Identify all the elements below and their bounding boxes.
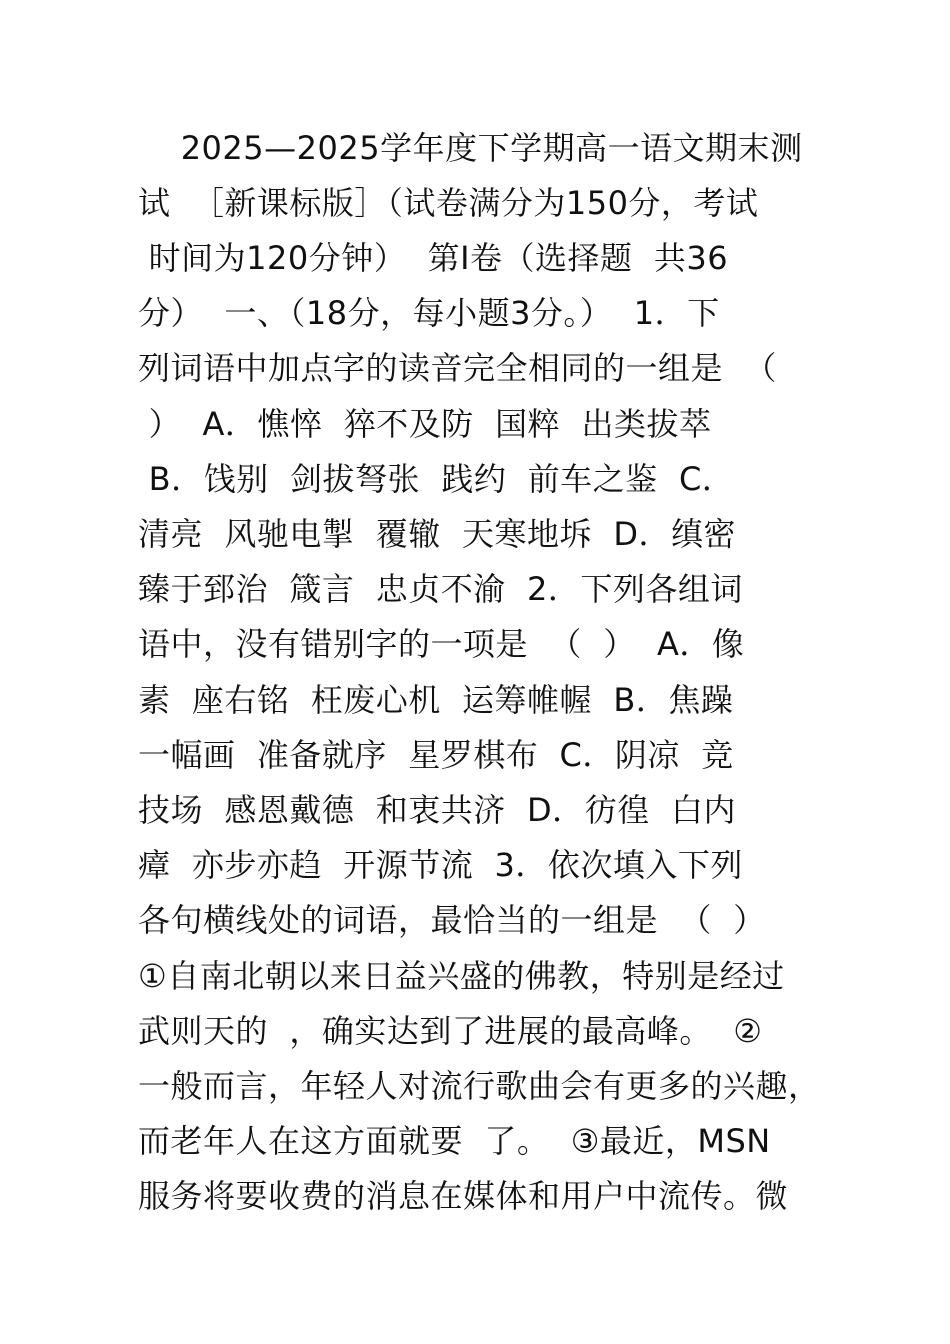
text-line: ①自南北朝以来日益兴盛的佛教，特别是经过 — [138, 957, 785, 995]
text-line: 一般而言，年轻人对流行歌曲会有更多的兴趣， — [138, 1067, 821, 1105]
text-line: 瘴 亦步亦趋 开源节流 3．依次填入下列 — [138, 846, 743, 884]
text-line: 2025—2025学年度下学期高一语文期末测 — [138, 129, 803, 167]
text-line: B．饯别 剑拔弩张 践约 前车之鉴 C． — [138, 460, 735, 498]
text-line: 语中，没有错别字的一项是 （ ） A．像 — [138, 625, 745, 663]
text-line: 各句横线处的词语，最恰当的一组是 （ ） — [138, 901, 766, 939]
text-line: 臻于郅治 箴言 忠贞不渝 2．下列各组词 — [138, 570, 743, 608]
text-line: 列词语中加点字的读音完全相同的一组是 （ — [138, 349, 777, 387]
text-line: 清亮 风驰电掣 覆辙 天寒地坼 D．缜密 — [138, 515, 737, 553]
text-line: 服务将要收费的消息在媒体和用户中流传。微 — [138, 1177, 789, 1215]
text-line: 素 座右铭 枉废心机 运筹帷幄 B．焦躁 — [138, 681, 734, 719]
text-line: 而老年人在这方面就要 了。 ③最近，MSN — [138, 1122, 771, 1160]
text-line: 一幅画 准备就序 星罗棋布 C．阴凉 竞 — [138, 736, 734, 774]
text-line: 技场 感恩戴德 和衷共济 D．彷徨 白内 — [138, 791, 737, 829]
text-line: ） A．憔悴 猝不及防 国粹 出类拔萃 — [138, 405, 712, 443]
text-line: 分） 一、（18分，每小题3分。） 1．下 — [138, 294, 720, 332]
text-line: 武则天的 ，确实达到了进展的最高峰。 ② — [138, 1012, 763, 1050]
text-line: 试 ［新课标版］（试卷满分为150分，考试 — [138, 184, 759, 222]
text-line: 时间为120分钟） 第Ⅰ卷（选择题 共36 — [138, 239, 729, 277]
